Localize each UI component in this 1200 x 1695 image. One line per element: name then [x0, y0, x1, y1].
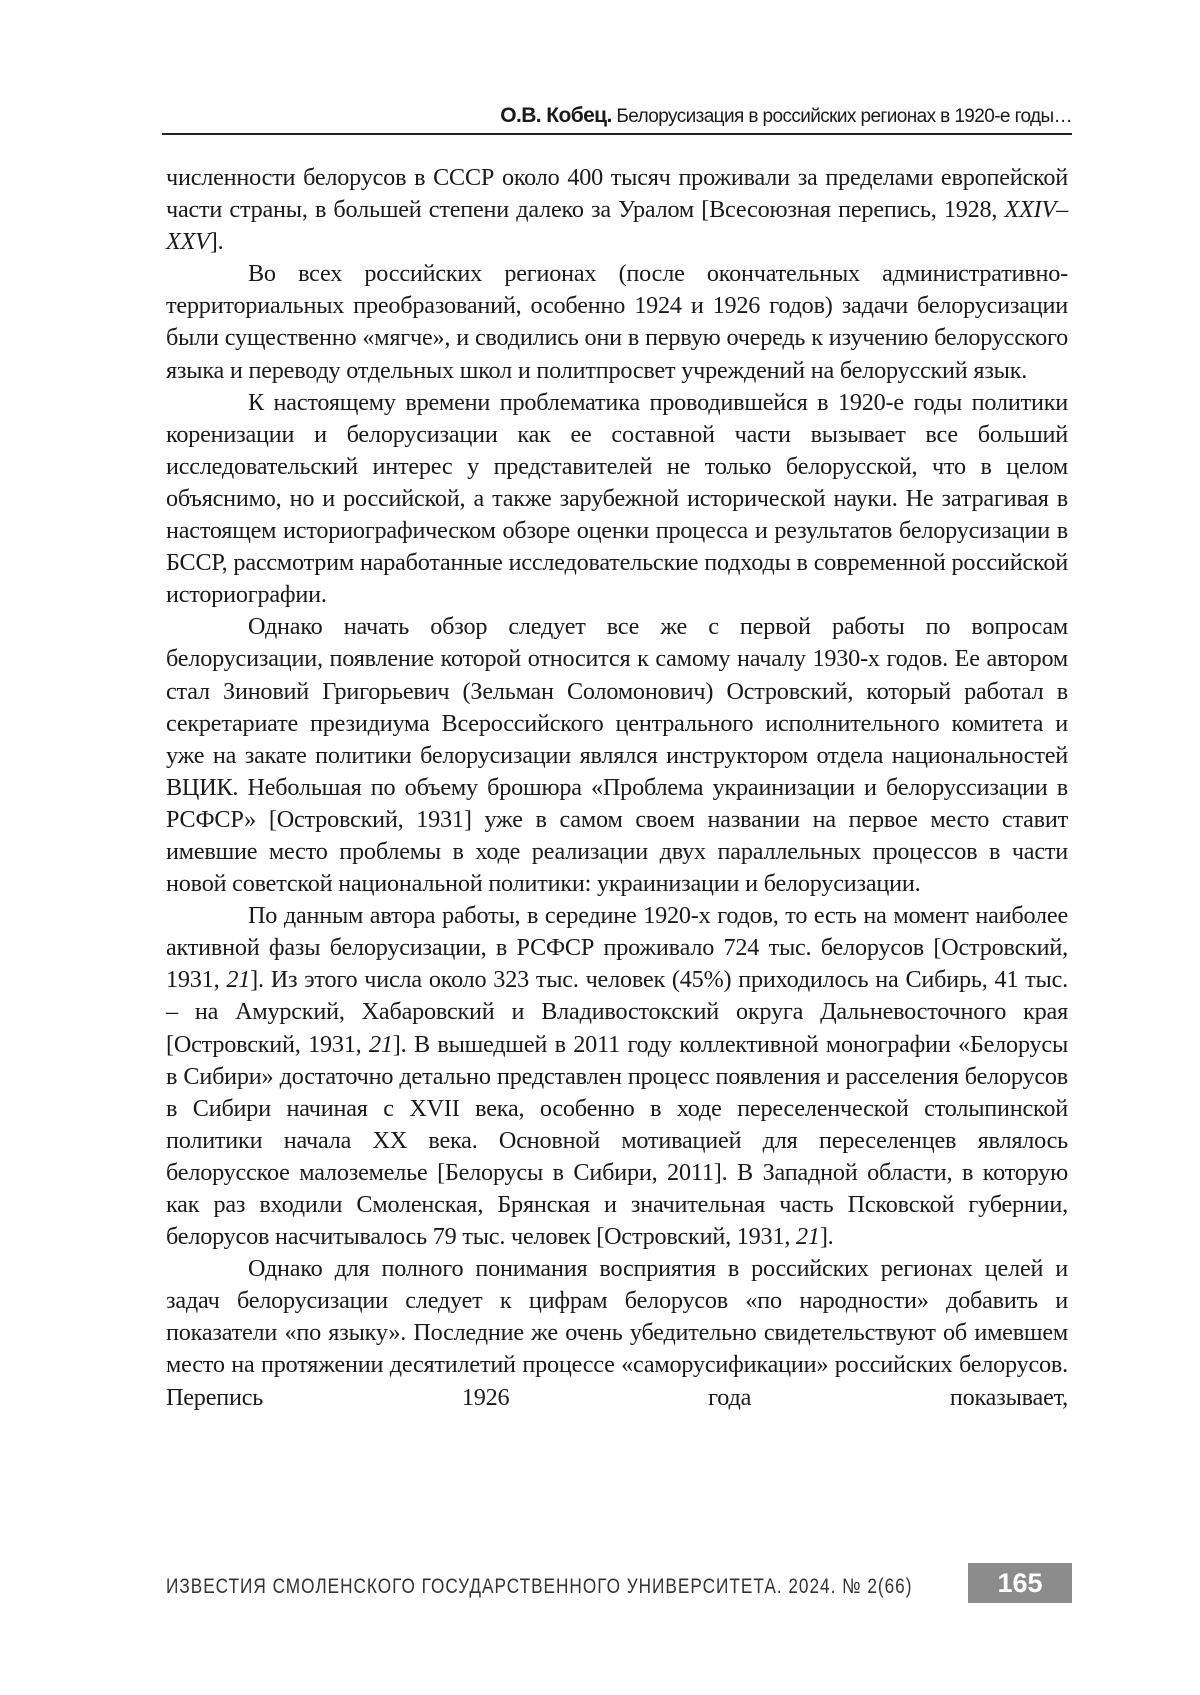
paragraph	[166, 387, 1068, 612]
paragraph	[166, 258, 1068, 386]
italic-citation-page: 21	[796, 1223, 820, 1251]
italic-citation-page: XXIV–XXV	[166, 196, 1068, 256]
italic-citation-page: 21	[369, 1030, 393, 1058]
footer-journal-title: ИЗВЕСТИЯ СМОЛЕНСКОГО ГОСУДАРСТВЕННОГО УНИВЕРСИТЕТА. 2024. № 2(66)	[166, 1575, 913, 1598]
italic-citation-page: 21	[226, 966, 251, 994]
running-head-author: О.В. Кобец.	[500, 104, 612, 127]
paragraph-text-run: ]. В вышедшей в 2011 году коллективной монографии «Белорусы в Сибири» достаточно детально представлен процесс появления и расселения белорусов в Сибири начиная с XVII века, особенно в ходе переселенческой столыпинской политики начала XX века. Основной мотивацией для переселенцев являлось белорусское малоземелье [Белорусы в Сибири, 2011]. В Западной области, в которую как раз входили Смоленская, Брянская и значительная часть Псковской губернии, белорусов насчитывалось 79 тыс. человек [Островский, 1931,	[166, 1030, 1068, 1251]
paragraph	[166, 162, 1068, 258]
paragraph-text-run: Однако начать обзор следует все же с первой работы по вопросам белорусизации, появление которой относится к самому началу 1930-х годов. Ее автором стал Зиновий Григорьевич (Зельман Соломонович) Островский, который работал в секретариате президиума Всероссийского центрального исполнительного комитета и уже на закате политики белорусизации являлся инструктором отдела национальностей ВЦИК. Небольшая по объему брошюра «Проблема украинизации и белоруссизации в РСФСР» [Островский, 1931] уже в самом своем названии на первое место ставит имевшие место проблемы в ходе реализации двух параллельных процессов в части новой советской национальной политики: украинизации и белорусизации.	[166, 613, 1068, 898]
paragraph	[166, 611, 1068, 900]
paragraph-text-run: ].	[209, 228, 224, 256]
paragraph-text-run: Во всех российских регионах (после окончательных административно-территориальных преобразований, особенно 1924 и 1926 годов) задачи белорусизации были существенно «мягче», и сводились они в первую очередь к изучению белорусского языка и переводу отдельных школ и политпросвет учреждений на белорусский язык.	[166, 260, 1068, 384]
running-head-title: Белорусизация в российских регионах в 1920-е годы…	[611, 106, 1072, 127]
paragraph-text-run: Однако для полного понимания восприятия в российских регионах целей и задач белорусизации следует к цифрам белорусов «по народности» добавить и показатели «по языку». Последние же очень убедительно свидетельствуют об имевшем место на протяжении десятилетий процессе «саморусификации» российских белорусов. Перепись 1926 года показывает,	[166, 1255, 1068, 1411]
paragraph-text-run: ].	[819, 1223, 834, 1251]
header-rule	[162, 133, 1072, 135]
page-number: 165	[997, 1567, 1043, 1598]
article-body	[166, 162, 1068, 1414]
paragraph-text-run: По данным автора работы, в середине 1920-х годов, то есть на момент наиболее активной фазы белорусизации, в РСФСР проживало 724 тыс. белорусов [Островский, 1931,	[166, 902, 1068, 994]
page-number-box	[968, 1563, 1072, 1603]
running-head	[162, 104, 1072, 128]
paragraph-text-run: К настоящему времени проблематика проводившейся в 1920-е годы политики коренизации и белорусизации как ее составной части вызывает все больший исследовательский интерес у представителей не только белорусской, что в целом объяснимо, но и российской, а также зарубежной исторической науки. Не затрагивая в настоящем историографическом обзоре оценки процесса и результатов белорусизации в БССР, рассмотрим наработанные исследовательские подходы в современной российской историографии.	[166, 388, 1068, 609]
paragraph-text-run: численности белорусов в СССР около 400 тысяч проживали за пределами европейской части страны, в большей степени далеко за Уралом [Всесоюзная перепись, 1928,	[166, 164, 1068, 224]
paragraph	[166, 1253, 1068, 1413]
paragraph-text-run: ]. Из этого числа около 323 тыс. человек (45%) приходилось на Сибирь, 41 тыс. – на Амурский, Хабаровский и Владивостокский округа Дальневосточного края [Островский, 1931,	[166, 966, 1068, 1058]
paragraph	[166, 900, 1068, 1253]
